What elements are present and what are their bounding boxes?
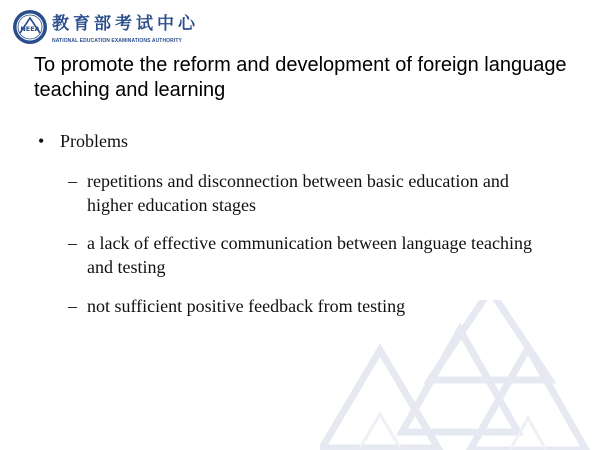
bullet-label: Problems <box>60 131 129 151</box>
sub-bullet-text: not sufficient positive feedback from testing <box>87 296 406 316</box>
triangle-watermark-decoration <box>320 300 600 450</box>
sub-bullet-text: repetitions and disconnection between basic education and higher education stages <box>87 171 509 215</box>
organization-name-en: NATIONAL EDUCATION EXAMINATIONS AUTHORITY <box>52 38 182 44</box>
organization-name-cn: 教育部考试中心 <box>52 14 199 34</box>
sub-bullet-marker: – <box>68 233 77 253</box>
sub-bullet-marker: – <box>68 171 77 191</box>
sub-bullet-marker: – <box>68 296 77 316</box>
slide-title: To promote the reform and development of foreign language teaching and learning <box>34 54 567 101</box>
emblem-text: NEEA <box>20 25 40 33</box>
sub-bullet-text: a lack of effective communication between language teaching and testing <box>87 233 532 277</box>
bullet-marker: • <box>38 131 45 151</box>
